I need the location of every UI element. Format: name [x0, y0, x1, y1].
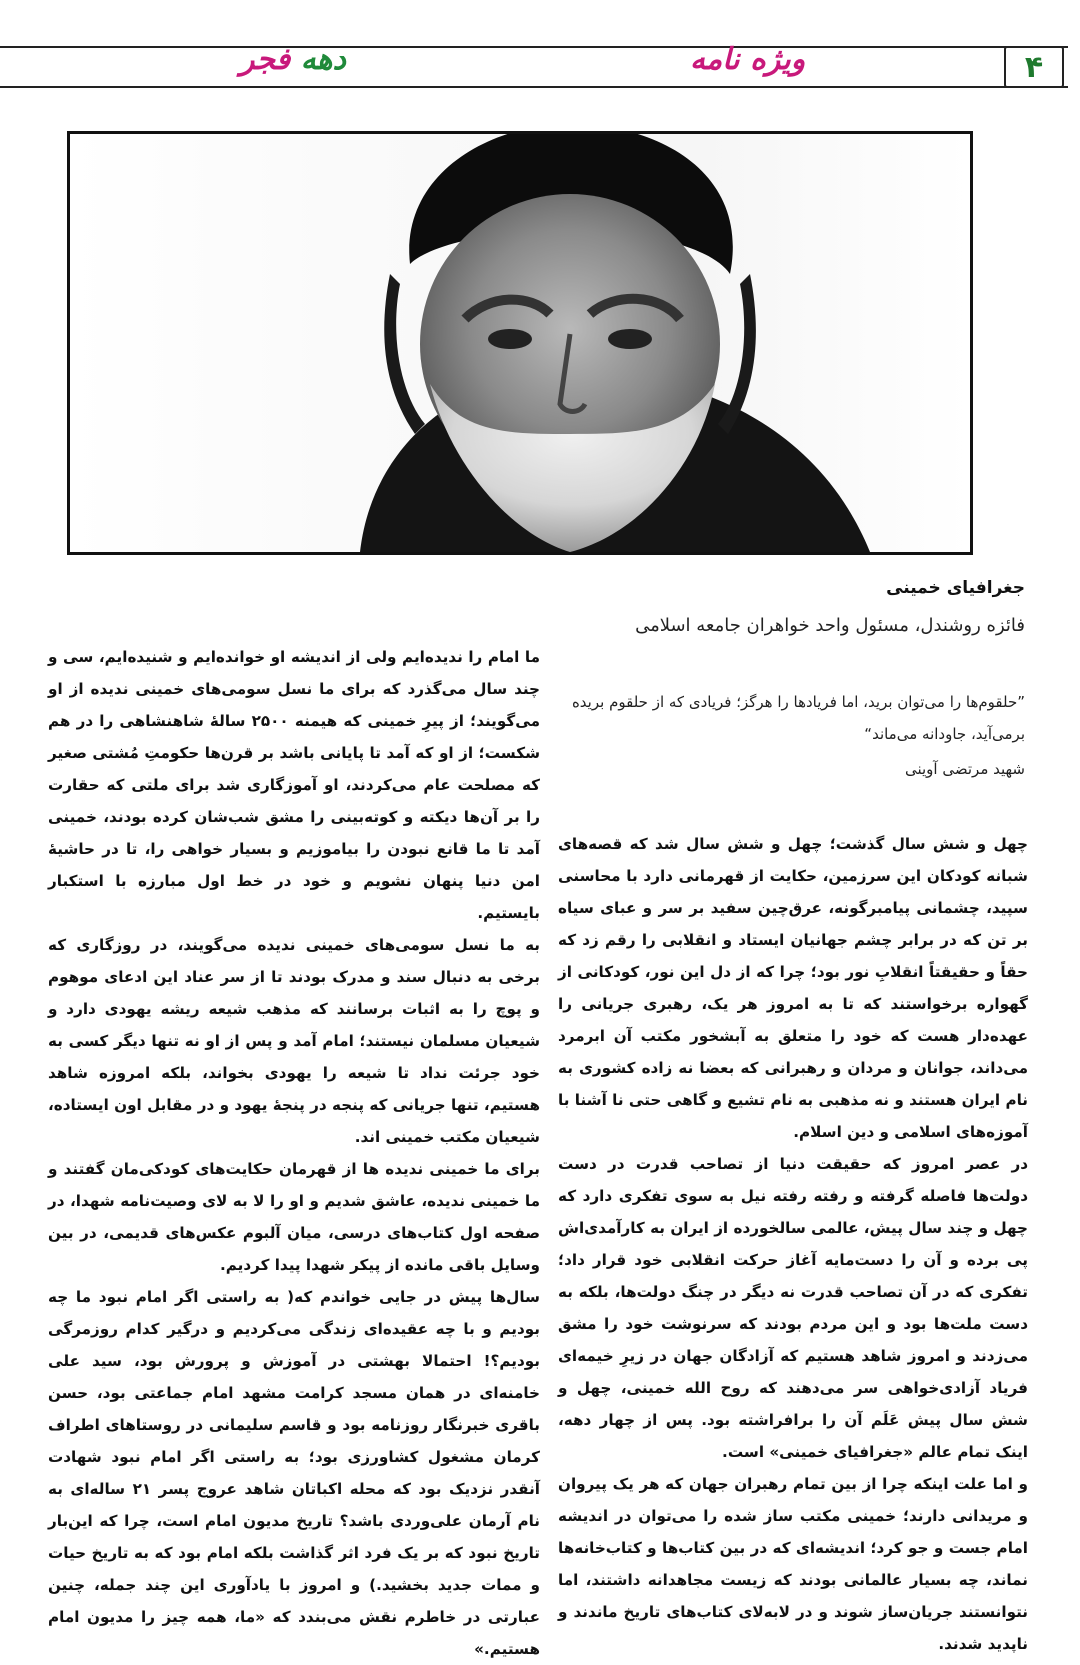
right-column — [558, 828, 1028, 1660]
paragraph: سال‌ها پیش در جایی خواندم که( به راستی اگر امام نبود ما چه بودیم و با چه عقیده‌ای زندگی می‌کردیم و درگیر کدام روزمرگی بودیم؟! احتمالا بهشتی در آموزش و پرورش بود، سید علی خامنه‌ای در همان مسجد کرامت مشهد امام جماعتی بود، حسن باقری خبرنگار روزنامه بود و قاسم سلیمانی در روستاهای اطراف کرمان مشغول کشاورزی بود؛ به راستی اگر امام نبود شهادت آنقدر نزدیک بود که محله اکباتان شاهد عروج پسر ۲۱ ساله‌ای به نام آرمان علی‌وردی باشد؟ تاریخ مدیون امام است، چرا که این‌بار تاریخ نبود که بر یک فرد اثر گذاشت بلکه امام بود که به تاریخ حیات و ممات جدید بخشید.) و امروز با یادآوری این چند جمله، چنین عبارتی در خاطرم نقش می‌بندد که «ما، همه چیز را مدیون امام هستیم.» — [48, 1288, 540, 1658]
paragraph: و اما علت اینکه چرا از بین تمام رهبران جهان که هر یک پیروان و مریدانی دارند؛ خمینی مکتب ساز شده را می‌توان در اندیشه امام جست و جو کرد؛ اندیشه‌ای که در بین کتاب‌ها و کتاب‌خانه‌ها نماند، چه بسیار عالمانی بودند که زیست مجاهدانه داشتند، اما نتوانستند جریان‌ساز شوند و در لابه‌لای کتاب‌های تاریخ ماندند و ناپدید شدند. — [558, 1475, 1028, 1653]
section-title-part1: دهه — [300, 42, 346, 77]
paragraph: برای ما خمینی ندیده ها از قهرمان حکایت‌های کودکی‌مان گفتند و ما خمینی ندیده، عاشق شدیم و او را لا به لای وصیت‌نامه شهدا، در صفحه اول کتاب‌های درسی، میان آلبوم عکس‌های قدیمی، در بین وسایل باقی مانده از پیکر شهدا پیدا کردیم. — [48, 1160, 540, 1274]
page-header — [0, 42, 1068, 88]
page-number: ۴ — [1004, 46, 1064, 88]
article-byline: فائزه روشندل، مسئول واحد خواهران جامعه اسلامی — [635, 615, 1025, 636]
paragraph: ما امام را ندیده‌ایم ولی از اندیشه او خوانده‌ایم و شنیده‌ایم، سی و چند سال می‌گذرد که برای ما نسل سومی‌های خمینی ندیده از او می‌گویند؛ از پیرِ خمینی که هیمنه ۲۵۰۰ سالهٔ شاهنشاهی را در هم شکست؛ از او که آمد تا پایانی باشد بر قرن‌ها حکومتِ مُشتی صغیر که مصلحت عام می‌کردند، او آموزگاری شد برای ملتی که حقارت را بر آن‌ها دیکته و کوته‌بینی را مشق شب‌شان کرده بودند، خمینی آمد تا ما قانع نبودن را بیاموزیم و بسیار خواهی را، تا در حاشیهٔ امن دنیا پنهان نشویم و خود در خط اول مبارزه با استکبار بایستیم. — [48, 648, 541, 922]
epigraph-quote: ”حلقوم‌ها را می‌توان برید، اما فریادها را هرگز؛ فریادی که از حلقوم بریده برمی‌آید، جاودانه می‌ماند“ — [571, 693, 1025, 743]
paragraph: چهل و شش سال گذشت؛ چهل و شش سال شد که قصه‌های شبانه کودکان این سرزمین، حکایت از قهرمانی دارد با محاسنی سپید، چشمانی پیامبرگونه، عرق‌چین سفید بر سر و عبای سیاه بر تن که در برابر چشم جهانیان ایستاد و انقلابی را رقم زد که حقاً و حقیقتاً انقلابِ نور بود؛ چرا که از دل این نور، کودکانی از گهواره برخواستند که تا به امروز هر یک، رهبری جریانی را عهده‌دار هست که خود را متعلق به آبشخور مکتب آن ابرمرد می‌داند، جوانان و مردان و رهبرانی که بعضا نه زاده کشوری به نام ایران هستند و نه مذهبی به نام تشیع و گاهی حتی نا آشنا با آموزه‌های اسلامی و دین اسلام. — [558, 835, 1028, 1141]
section-title-part2: فجر — [240, 42, 291, 77]
article-title: جغرافیای خمینی — [886, 578, 1025, 598]
left-column — [48, 641, 540, 1665]
paragraph: به ما نسل سومی‌های خمینی ندیده می‌گویند، در روزگاری که برخی به دنبال سند و مدرک بودند تا از سر عناد این ادعای موهوم و پوچ را به اثبات برسانند که مذهب شیعه ریشه یهودی دارد و شیعیان مسلمان نیستند؛ امام آمد و پس از او نه تنها دیگر کسی به خود جرئت نداد تا شیعه را یهودی بخواند، بلکه امروزه شاهد هستیم، تنها جریانی که پنجه در پنجهٔ یهود و در مقابل اون ایستاده، شیعیان مکتب خمینی اند. — [48, 936, 540, 1146]
portrait-photo — [67, 131, 973, 555]
section-title — [240, 42, 346, 77]
paragraph: در عصر امروز که حقیقت دنیا از تصاحب قدرت در دست دولت‌ها فاصله گرفته و رفته رفته نیل به سوی تفکری دارد که چهل و چند سال پیش، عالمی سالخورده از ایران به کارآمدی‌اش پی برده و آن را دست‌مایه آغاز حرکت انقلابی خود قرار داد؛ تفکری که در آن تصاحب قدرت نه دیگر در چنگ دولت‌ها، بلکه به دست ملت‌ها بود و این مردم بودند که سرنوشت خود را مشق می‌زدند و امروز شاهد هستیم که آزادگان جهان در زیرِ خیمه‌ای فریاد آزادی‌خواهی سر می‌دهند که روح الله خمینی، چهل و شش سال پیش عَلَم آن را برافراشته بود. پس از چهار دهه، اینک تمام عالم «جغرافیای خمینی» است. — [558, 1155, 1028, 1461]
publication-title: ویژه نامه — [690, 42, 806, 77]
epigraph-author: شهید مرتضی آوینی — [904, 760, 1025, 778]
